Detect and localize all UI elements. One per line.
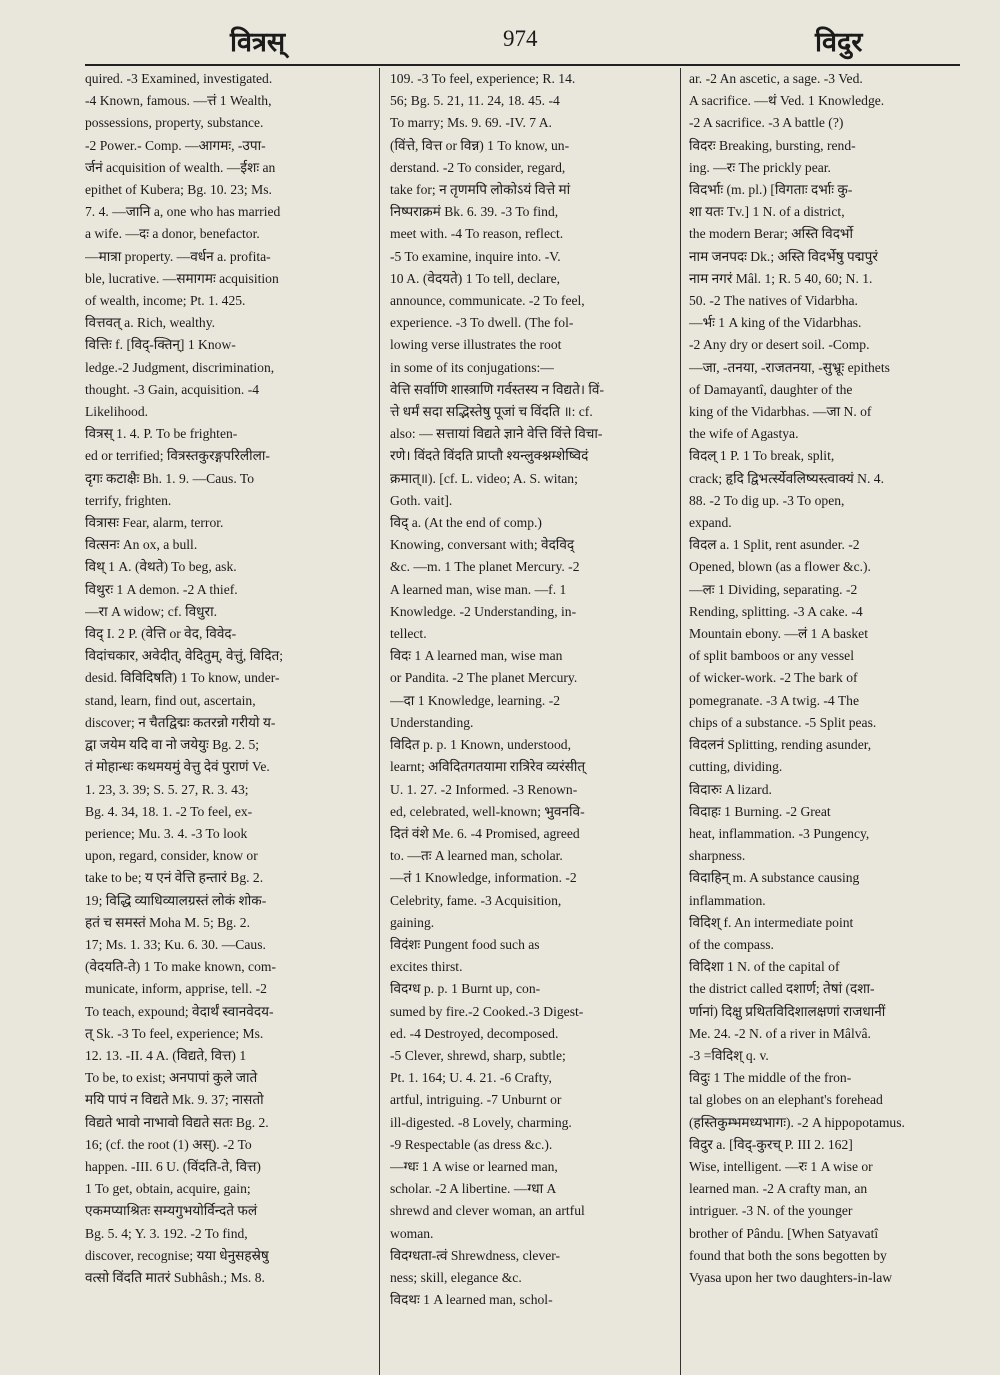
text-line: (हस्तिकुम्भमध्यभागः). -2 A hippopotamus. bbox=[689, 1114, 905, 1130]
text-line: त्ते धर्मं सदा सद्भिस्तेषु पूजां च विंदति ॥: cf. bbox=[390, 404, 593, 420]
text-line: विदित p. p. 1 Known, understood, bbox=[390, 737, 571, 753]
text-line: विदर्भाः (m. pl.) [विगताः दर्भाः कु- bbox=[689, 182, 853, 198]
text-line: scholar. -2 A libertine. —ग्धा A bbox=[390, 1181, 557, 1197]
text-line: —र्भः 1 A king of the Vidarbhas. bbox=[689, 315, 862, 331]
text-line: -2 A sacrifice. -3 A battle (?) bbox=[689, 115, 844, 131]
text-line: विदग्ध p. p. 1 Burnt up, con- bbox=[390, 981, 541, 997]
text-line: found that both the sons begotten by bbox=[689, 1247, 887, 1263]
text-line: announce, communicate. -2 To feel, bbox=[390, 293, 585, 309]
text-line: -5 Clever, shrewd, sharp, subtle; bbox=[390, 1047, 566, 1063]
text-line: sumed by fire.-2 Cooked.-3 Digest- bbox=[390, 1003, 584, 1019]
text-line: -3 =विदिश् q. v. bbox=[689, 1047, 769, 1063]
text-line: ble, lucrative. —समागमः acquisition bbox=[85, 270, 279, 286]
text-line: वित्तवत् a. Rich, wealthy. bbox=[85, 315, 216, 331]
text-line: र्णानां) दिक्षु प्रथितविदिशालक्षणां राजधानीं bbox=[689, 1003, 886, 1019]
text-line: विदंशः Pungent food such as bbox=[390, 936, 540, 952]
text-line: —मात्रा property. —वर्धन a. profita- bbox=[85, 248, 271, 264]
text-line: heat, inflammation. -3 Pungency, bbox=[689, 825, 870, 841]
text-line: विदुः 1 The middle of the fron- bbox=[689, 1070, 852, 1086]
text-line: Bg. 5. 4; Y. 3. 192. -2 To find, bbox=[85, 1225, 248, 1241]
text-line: king of the Vidarbhas. —जा N. of bbox=[689, 404, 872, 420]
header-first-word: वित्रस् bbox=[230, 27, 286, 58]
text-line: विदाहः 1 Burning. -2 Great bbox=[689, 803, 831, 819]
column-divider bbox=[379, 68, 380, 1375]
header-rule bbox=[85, 64, 960, 66]
text-line: -9 Respectable (as dress &c.). bbox=[390, 1136, 553, 1152]
text-line: रणे। विंदते विंदति प्राप्तौ श्यन्लुक्श्नम्शेष्विदं bbox=[390, 448, 589, 464]
text-line: ar. -2 An ascetic, a sage. -3 Ved. bbox=[689, 71, 863, 86]
text-line: U. 1. 27. -2 Informed. -3 Renown- bbox=[390, 781, 578, 797]
text-line: ill-digested. -8 Lovely, charming. bbox=[390, 1114, 572, 1130]
text-line: excites thirst. bbox=[390, 959, 463, 975]
text-line: एकमप्याश्रितः सम्यगुभयोर्विन्दते फलं bbox=[85, 1203, 258, 1219]
text-line: 1. 23, 3. 39; S. 5. 27, R. 3. 43; bbox=[85, 781, 249, 797]
column-3 bbox=[689, 68, 961, 1375]
text-line: —तं 1 Knowledge, information. -2 bbox=[390, 870, 577, 886]
text-line: विदथः 1 A learned man, schol- bbox=[390, 1292, 553, 1308]
text-line: विथुरः 1 A demon. -2 A thief. bbox=[85, 581, 238, 597]
text-line: Knowledge. -2 Understanding, in- bbox=[390, 603, 577, 619]
text-line: वित्तिः f. [विद्-क्तिन्] 1 Know- bbox=[85, 337, 236, 353]
text-line: pomegranate. -3 A twig. -4 The bbox=[689, 692, 860, 708]
text-line: the district called दशार्ण; तेषां (दशा- bbox=[689, 981, 875, 997]
text-line: quired. -3 Examined, investigated. bbox=[85, 71, 273, 86]
text-line: To be, to exist; अनपापां कुले जाते bbox=[85, 1070, 258, 1086]
text-line: -4 Known, famous. —त्तं 1 Wealth, bbox=[85, 93, 272, 109]
text-line: shrewd and clever woman, an artful bbox=[390, 1203, 585, 1219]
text-line: ness; skill, elegance &c. bbox=[390, 1269, 522, 1285]
text-line: विद् I. 2 P. (वेत्ति or वेद, विवेद- bbox=[85, 626, 237, 642]
text-line: learnt; अविदितगतयामा रात्रिरेव व्यरंसीत् bbox=[390, 759, 586, 775]
text-line: वित्रासः Fear, alarm, terror. bbox=[85, 515, 224, 531]
text-line: शा यतः Tv.] 1 N. of a district, bbox=[689, 204, 845, 220]
columns-container bbox=[85, 68, 960, 1375]
text-line: tellect. bbox=[390, 626, 427, 642]
text-line: Pt. 1. 164; U. 4. 21. -6 Crafty, bbox=[390, 1070, 552, 1086]
text-line: Rending, splitting. -3 A cake. -4 bbox=[689, 603, 863, 619]
text-line: A learned man, wise man. —f. 1 bbox=[390, 581, 567, 597]
text-line: 16; (cf. the root (1) अस्). -2 To bbox=[85, 1136, 252, 1152]
text-line: क्रमात्॥). [cf. L. video; A. S. witan; bbox=[390, 470, 578, 486]
text-line: —दा 1 Knowledge, learning. -2 bbox=[390, 692, 561, 708]
text-line: of Damayantî, daughter of the bbox=[689, 381, 853, 397]
text-line: —रा A widow; cf. विधुरा. bbox=[85, 603, 217, 619]
text-line: expand. bbox=[689, 515, 732, 531]
text-line: 19; विद्धि व्याधिव्यालग्रस्तं लोकं शोक- bbox=[85, 892, 267, 908]
text-line: (विंत्ते, वित्त or विन्न) 1 To know, un- bbox=[390, 137, 570, 153]
text-line: Knowing, conversant with; वेदविद् bbox=[390, 537, 575, 553]
text-line: Bg. 4. 34, 18. 1. -2 To feel, ex- bbox=[85, 803, 253, 819]
text-line: the modern Berar; अस्ति विदर्भो bbox=[689, 226, 854, 242]
text-line: of wicker-work. -2 The bark of bbox=[689, 670, 858, 686]
text-line: विदरः Breaking, bursting, rend- bbox=[689, 137, 856, 153]
text-line: desid. विविदिषति) 1 To know, under- bbox=[85, 670, 280, 686]
text-line: or Pandita. -2 The planet Mercury. bbox=[390, 670, 578, 686]
text-line: discover, recognise; यया धेनुसहस्रेषु bbox=[85, 1247, 269, 1263]
text-line: वित्सनः An ox, a bull. bbox=[85, 537, 198, 553]
text-line: tal globes on an elephant's forehead bbox=[689, 1092, 883, 1108]
text-line: Opened, blown (as a flower &c.). bbox=[689, 559, 871, 575]
text-line: 12. 13. -II. 4 A. (विद्यते, वित्त) 1 bbox=[85, 1047, 247, 1063]
text-line: discover; न चैतद्विद्मः कतरन्नो गरीयो य- bbox=[85, 714, 276, 730]
text-line: take for; न तृणमपि लोकोऽयं वित्ते मां bbox=[390, 182, 571, 198]
text-line: त् Sk. -3 To feel, experience; Ms. bbox=[85, 1025, 264, 1041]
text-line: ed or terrified; वित्रस्तकुरङ्गपरिलीला- bbox=[85, 448, 270, 464]
text-line: विदल् 1 P. 1 To break, split, bbox=[689, 448, 835, 464]
text-line: विदः 1 A learned man, wise man bbox=[390, 648, 563, 664]
text-line: take to be; य एनं वेत्ति हन्तारं Bg. 2. bbox=[85, 870, 264, 886]
text-line: woman. bbox=[390, 1225, 434, 1241]
text-line: 1 To get, obtain, acquire, gain; bbox=[85, 1181, 251, 1197]
text-line: perience; Mu. 3. 4. -3 To look bbox=[85, 825, 248, 841]
text-line: विद्यते भावो नाभावो विद्यते सतः Bg. 2. bbox=[85, 1114, 269, 1130]
text-line: derstand. -2 To consider, regard, bbox=[390, 159, 566, 175]
text-line: -2 Power.- Comp. —आगमः, -उपा- bbox=[85, 137, 266, 153]
text-line: 50. -2 The natives of Vidarbha. bbox=[689, 293, 858, 309]
text-line: thought. -3 Gain, acquisition. -4 bbox=[85, 381, 260, 397]
text-line: Celebrity, fame. -3 Acquisition, bbox=[390, 892, 562, 908]
text-line: to. —तः A learned man, scholar. bbox=[390, 848, 563, 864]
text-line: Goth. vait]. bbox=[390, 492, 453, 508]
text-line: विदिश् f. An intermediate point bbox=[689, 914, 854, 930]
text-line: in some of its conjugations:— bbox=[390, 359, 554, 375]
text-line: of the compass. bbox=[689, 936, 774, 952]
text-line: lowing verse illustrates the root bbox=[390, 337, 562, 353]
text-line: Understanding. bbox=[390, 714, 474, 730]
column-divider bbox=[680, 68, 681, 1375]
text-line: epithet of Kubera; Bg. 10. 23; Ms. bbox=[85, 182, 272, 198]
text-line: दृगः कटाक्षैः Bh. 1. 9. —Caus. To bbox=[85, 470, 255, 486]
text-line: of split bamboos or any vessel bbox=[689, 648, 854, 664]
page-header bbox=[85, 22, 960, 62]
text-line: विदिशा 1 N. of the capital of bbox=[689, 959, 840, 975]
text-line: विद् a. (At the end of comp.) bbox=[390, 515, 542, 531]
text-line: 109. -3 To feel, experience; R. 14. bbox=[390, 71, 576, 86]
text-line: ledge.-2 Judgment, discrimination, bbox=[85, 359, 275, 375]
text-line: (वेदयति-ते) 1 To make known, com- bbox=[85, 959, 276, 975]
text-line: artful, intriguing. -7 Unburnt or bbox=[390, 1092, 562, 1108]
text-line: ing. —रः The prickly pear. bbox=[689, 159, 831, 175]
text-line: र्जनं acquisition of wealth. —ईशः an bbox=[85, 159, 276, 175]
text-line: —लः 1 Dividing, separating. -2 bbox=[689, 581, 858, 597]
text-line: ed, celebrated, well-known; भुवनवि- bbox=[390, 803, 585, 819]
text-line: विदल a. 1 Split, rent asunder. -2 bbox=[689, 537, 860, 553]
text-line: municate, inform, apprise, tell. -2 bbox=[85, 981, 267, 997]
text-line: विदलनं Splitting, rending asunder, bbox=[689, 737, 872, 753]
text-line: वित्रस् 1. 4. P. To be frighten- bbox=[85, 426, 238, 442]
text-line: ed. -4 Destroyed, decomposed. bbox=[390, 1025, 559, 1041]
text-line: विदारुः A lizard. bbox=[689, 781, 772, 797]
header-last-word: विदुर bbox=[815, 27, 863, 58]
text-line: gaining. bbox=[390, 914, 435, 930]
text-line: possessions, property, substance. bbox=[85, 115, 264, 131]
text-line: विदांचकार, अवेदीत्, वेदितुम्, वेत्तुं, विदित; bbox=[85, 648, 284, 664]
text-line: —ग्धः 1 A wise or learned man, bbox=[390, 1158, 558, 1174]
text-line: To teach, expound; वेदार्थं स्वानवेदय- bbox=[85, 1003, 274, 1019]
text-line: विथ् 1 A. (वेथते) To beg, ask. bbox=[85, 559, 237, 575]
text-line: meet with. -4 To reason, reflect. bbox=[390, 226, 564, 242]
text-line: विदुर a. [विद्-कुरच् P. III 2. 162] bbox=[689, 1136, 853, 1152]
text-line: हतं च समस्तं Moha M. 5; Bg. 2. bbox=[85, 914, 250, 930]
text-line: cutting, dividing. bbox=[689, 759, 783, 775]
text-line: Me. 24. -2 N. of a river in Mâlvâ. bbox=[689, 1025, 871, 1041]
text-line: 17; Ms. 1. 33; Ku. 6. 30. —Caus. bbox=[85, 936, 266, 952]
text-line: sharpness. bbox=[689, 848, 746, 864]
text-line: विदाहिन् m. A substance causing bbox=[689, 870, 860, 886]
text-line: crack; हृदि द्विभर्त्स्येवलिष्यस्त्वाक्यं N. 4. bbox=[689, 470, 884, 486]
text-line: मयि पापं न विद्यते Mk. 9. 37; नासतो bbox=[85, 1092, 264, 1108]
text-line: upon, regard, consider, know or bbox=[85, 848, 258, 864]
text-line: terrify, frighten. bbox=[85, 492, 172, 508]
text-line: 10 A. (वेदयते) 1 To tell, declare, bbox=[390, 270, 561, 286]
text-line: Likelihood. bbox=[85, 404, 149, 420]
text-line: the wife of Agastya. bbox=[689, 426, 799, 442]
text-line: 56; Bg. 5. 21, 11. 24, 18. 45. -4 bbox=[390, 93, 560, 109]
text-line: द्वा जयेम यदि वा नो जयेयुः Bg. 2. 5; bbox=[85, 737, 260, 753]
text-line: A sacrifice. —थं Ved. 1 Knowledge. bbox=[689, 93, 885, 109]
text-line: intriguer. -3 N. of the younger bbox=[689, 1203, 853, 1219]
text-line: stand, learn, find out, ascertain, bbox=[85, 692, 256, 708]
text-line: वत्सो विंदति मातरं Subhâsh.; Ms. 8. bbox=[85, 1269, 265, 1285]
text-line: तं मोहान्धः कथमयमुं वेत्तु देवं पुराणं Ve. bbox=[85, 759, 270, 775]
text-line: happen. -III. 6 U. (विंदति-ते, वित्त) bbox=[85, 1158, 261, 1174]
text-line: नाम नगरं Mâl. 1; R. 5 40, 60; N. 1. bbox=[689, 270, 873, 286]
text-line: वेत्ति सर्वाणि शास्त्राणि गर्वस्तस्य न विद्यते। विं- bbox=[390, 381, 605, 397]
text-line: Vyasa upon her two daughters-in-law bbox=[689, 1269, 893, 1285]
text-line: Mountain ebony. —लं 1 A basket bbox=[689, 626, 868, 642]
text-line: Wise, intelligent. —रः 1 A wise or bbox=[689, 1158, 873, 1174]
page-number: 974 bbox=[503, 26, 538, 51]
text-line: a wife. —दः a donor, benefactor. bbox=[85, 226, 260, 242]
text-line: brother of Pându. [When Satyavatî bbox=[689, 1225, 879, 1241]
text-line: also: — सत्तायां विद्यते ज्ञाने वेत्ति विंत्ते विचा- bbox=[390, 426, 603, 442]
text-line: निष्पराक्रमं Bk. 6. 39. -3 To find, bbox=[390, 204, 559, 220]
column-2 bbox=[390, 68, 673, 1375]
text-line: chips of a substance. -5 Split peas. bbox=[689, 714, 877, 730]
text-line: —जा, -तनया, -राजतनया, -सुभ्रूः epithets bbox=[689, 359, 890, 375]
text-line: inflammation. bbox=[689, 892, 766, 908]
text-line: 7. 4. —जानि a, one who has married bbox=[85, 204, 281, 220]
text-line: -5 To examine, inquire into. -V. bbox=[390, 248, 561, 264]
text-line: विदग्धता-त्वं Shrewdness, clever- bbox=[390, 1247, 561, 1263]
text-line: To marry; Ms. 9. 69. -IV. 7 A. bbox=[390, 115, 552, 131]
text-line: नाम जनपदः Dk.; अस्ति विदर्भेषु पद्मपुरं bbox=[689, 248, 878, 264]
text-line: learned man. -2 A crafty man, an bbox=[689, 1181, 868, 1197]
column-1 bbox=[85, 68, 367, 1375]
text-line: of wealth, income; Pt. 1. 425. bbox=[85, 293, 246, 309]
text-line: experience. -3 To dwell. (The fol- bbox=[390, 315, 574, 331]
text-line: दितं वंशे Me. 6. -4 Promised, agreed bbox=[390, 825, 580, 841]
text-line: 88. -2 To dig up. -3 To open, bbox=[689, 492, 845, 508]
text-line: &c. —m. 1 The planet Mercury. -2 bbox=[390, 559, 580, 575]
text-line: -2 Any dry or desert soil. -Comp. bbox=[689, 337, 870, 353]
